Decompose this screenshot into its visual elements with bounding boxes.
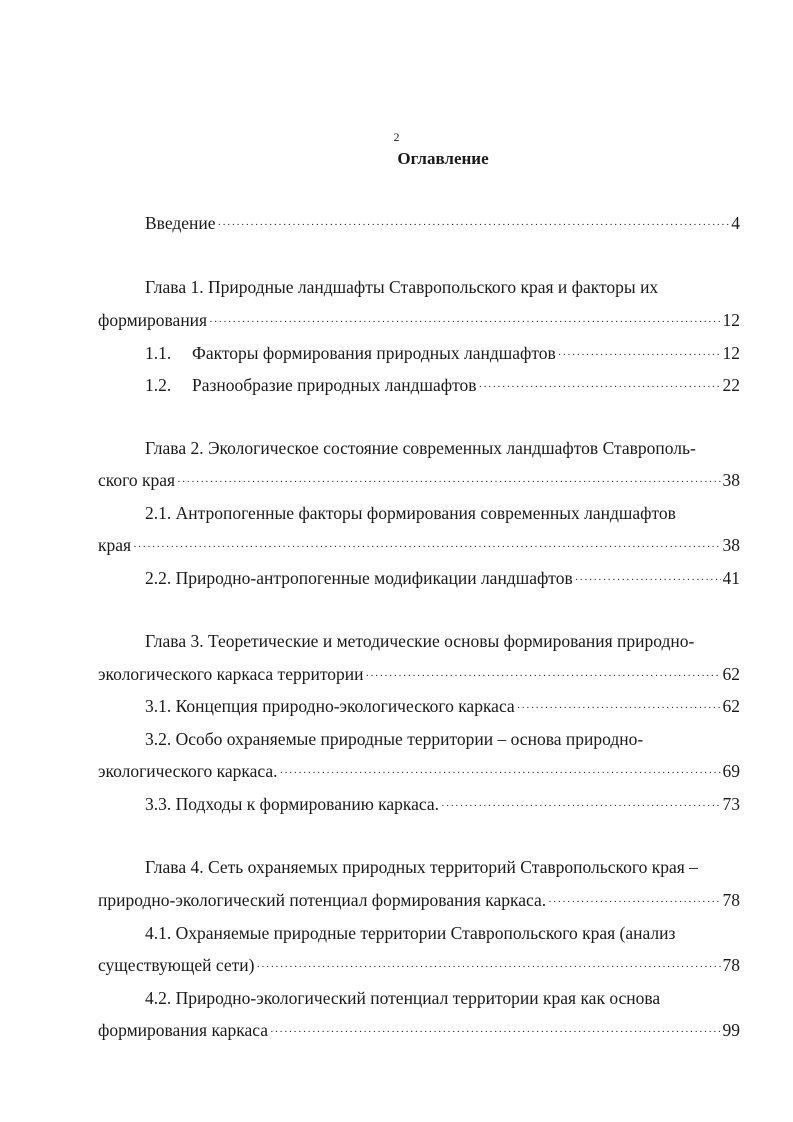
toc-page-number: 12	[722, 343, 740, 363]
toc-section-1-1[interactable]	[98, 340, 740, 366]
toc-chapter-4-line1[interactable]	[98, 854, 740, 880]
toc-entry-text: Разнообразие природных ландшафтов	[192, 375, 477, 395]
toc-section-1-2[interactable]	[98, 372, 740, 398]
toc-entry-text: 2.1. Антропогенные факторы формирования современных ландшафтов	[145, 503, 676, 523]
toc-page-number: 12	[722, 310, 740, 330]
toc-entry-intro[interactable]	[98, 210, 740, 236]
toc-section-3-2-line1[interactable]	[98, 726, 740, 752]
toc-page-number: 73	[722, 794, 740, 814]
toc-page-number: 41	[722, 568, 740, 588]
toc-page-number: 78	[722, 955, 740, 975]
toc-entry-text: 4.1. Охраняемые природные территории Ставропольского края (анализ	[145, 923, 676, 943]
dot-leader	[133, 534, 720, 560]
toc-page-number: 22	[722, 375, 740, 395]
toc-entry-text: экологического каркаса территории	[98, 664, 364, 684]
toc-section-number: 1.2.	[145, 375, 172, 395]
toc-chapter-4-line2[interactable]	[98, 887, 740, 913]
toc-entry-text: Глава 1. Природные ландшафты Ставропольского края и факторы их	[145, 277, 659, 297]
dot-leader	[517, 695, 721, 721]
toc-page-number: 38	[722, 470, 740, 490]
dot-leader	[548, 889, 720, 915]
dot-leader	[280, 760, 721, 786]
toc-section-2-1-line2[interactable]	[98, 532, 740, 558]
toc-chapter-2-line1[interactable]	[98, 435, 740, 461]
toc-page-number: 38	[722, 535, 740, 555]
toc-entry-text: Глава 2. Экологическое состояние современных ландшафтов Ставрополь-	[145, 438, 696, 458]
toc-entry-text: Глава 3. Теоретические и методические основы формирования природно-	[145, 631, 695, 651]
dot-leader	[256, 954, 720, 980]
toc-entry-text: Введение	[145, 213, 216, 233]
toc-entry-text: 2.2. Природно-антропогенные модификации ландшафтов	[145, 568, 573, 588]
toc-entry-text: 4.2. Природно-экологический потенциал территории края как основа	[145, 988, 661, 1008]
toc-section-4-2-line1[interactable]	[98, 985, 740, 1011]
toc-entry-text: экологического каркаса.	[98, 761, 278, 781]
toc-entry-text: формирования каркаса	[98, 1020, 268, 1040]
dot-leader	[177, 469, 720, 495]
toc-page-number: 4	[731, 213, 740, 233]
page-title: Оглавление	[397, 149, 489, 168]
dot-leader	[575, 567, 721, 593]
toc-section-2-2[interactable]	[98, 565, 740, 591]
dot-leader	[441, 793, 720, 819]
toc-chapter-3-line2[interactable]	[98, 661, 740, 687]
toc-section-2-1-line1[interactable]	[98, 500, 740, 526]
toc-entry-text: Факторы формирования природных ландшафтов	[192, 343, 556, 363]
toc-section-4-2-line2[interactable]	[98, 1017, 740, 1043]
toc-page-number: 62	[722, 664, 740, 684]
dot-leader	[209, 309, 720, 335]
toc-page-number: 62	[722, 696, 740, 716]
toc-section-number: 1.1.	[145, 343, 172, 363]
dot-leader	[270, 1019, 721, 1045]
toc-chapter-2-line2[interactable]	[98, 467, 740, 493]
toc-chapter-3-line1[interactable]	[98, 628, 740, 654]
dot-leader	[218, 212, 730, 238]
toc-page-number: 99	[722, 1020, 740, 1040]
dot-leader	[558, 342, 721, 368]
dot-leader	[479, 374, 721, 400]
toc-section-3-1[interactable]	[98, 693, 740, 719]
toc-entry-text: 3.2. Особо охраняемые природные территории – основа природно-	[145, 729, 644, 749]
toc-chapter-1-line2[interactable]	[98, 307, 740, 333]
toc-section-3-2-line2[interactable]	[98, 758, 740, 784]
toc-entry-text: 3.3. Подходы к формированию каркаса.	[145, 794, 440, 814]
toc-entry-text: ского края	[98, 470, 176, 490]
toc-entry-text: природно-экологический потенциал формирования каркаса.	[98, 890, 547, 910]
toc-page-number: 78	[722, 890, 740, 910]
toc-entry-text: формирования	[98, 310, 208, 330]
toc-section-3-3[interactable]	[98, 791, 740, 817]
dot-leader	[365, 663, 720, 689]
page-number: 2	[393, 130, 400, 144]
toc-chapter-1-line1[interactable]	[98, 274, 740, 300]
toc-entry-text: Глава 4. Сеть охраняемых природных территорий Ставропольского края –	[145, 857, 698, 877]
toc-entry-text: 3.1. Концепция природно-экологического каркаса	[145, 696, 515, 716]
toc-page-number: 69	[722, 761, 740, 781]
toc-section-4-1-line1[interactable]	[98, 920, 740, 946]
toc-section-4-1-line2[interactable]	[98, 952, 740, 978]
toc-entry-text: существующей сети)	[98, 955, 255, 975]
toc-entry-text: края	[98, 535, 132, 555]
